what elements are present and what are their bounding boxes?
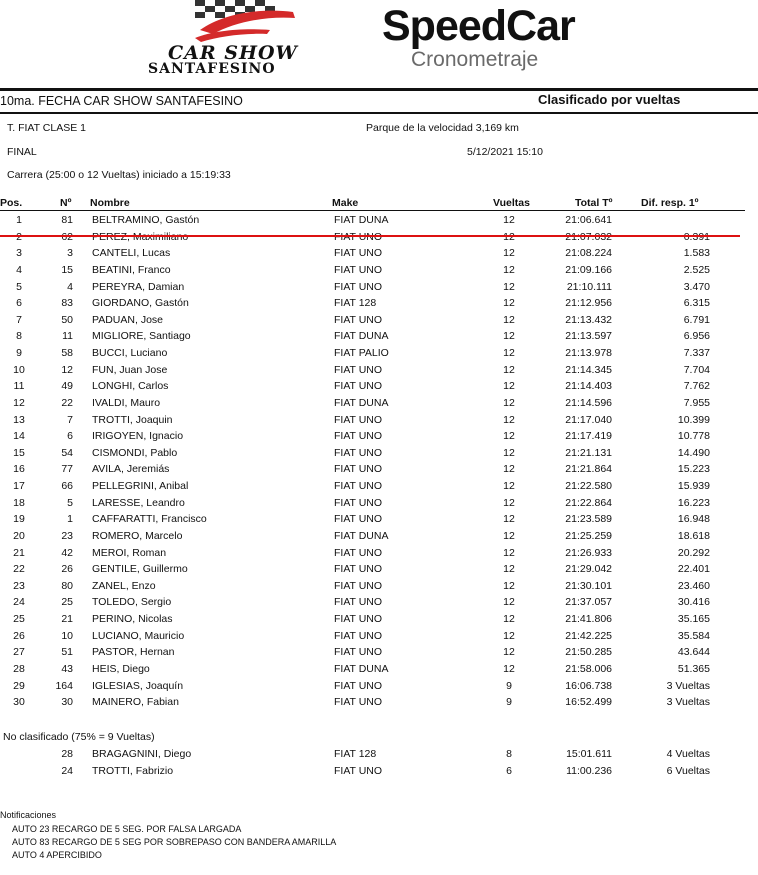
cell-total: 21:21.864 (565, 463, 612, 476)
cell-no: 54 (61, 446, 73, 459)
cell-laps: 12 (503, 579, 515, 592)
cell-make: FIAT UNO (334, 247, 383, 260)
session-datetime: 5/12/2021 15:10 (467, 146, 543, 158)
cell-make: FIAT UNO (334, 764, 383, 777)
table-row (0, 297, 758, 314)
cell-name: BUCCI, Luciano (92, 347, 168, 360)
cell-name: TOLEDO, Sergio (92, 596, 172, 609)
table-header-rule (0, 210, 745, 211)
cell-laps: 8 (506, 748, 512, 760)
table-row (0, 497, 758, 514)
table-row (0, 547, 758, 564)
cell-name: IVALDI, Mauro (92, 396, 161, 409)
cell-laps: 12 (503, 347, 515, 360)
cell-make: FIAT UNO (334, 430, 383, 443)
table-row (0, 397, 758, 414)
cell-no: 12 (61, 363, 73, 376)
cell-make: FIAT UNO (334, 579, 383, 592)
cell-make: FIAT UNO (334, 629, 383, 642)
cell-no: 42 (61, 546, 73, 559)
cell-no: 10 (61, 629, 73, 642)
cell-pos: 16 (13, 463, 25, 476)
cell-diff: 18.618 (677, 529, 710, 542)
cell-make: FIAT UNO (334, 613, 383, 626)
cell-name: CANTELI, Lucas (92, 247, 171, 260)
cell-no: 49 (61, 380, 73, 393)
cell-make: FIAT UNO (334, 446, 383, 459)
cell-pos: 4 (16, 263, 22, 276)
cell-pos: 7 (16, 313, 22, 326)
cell-total: 15:01.611 (566, 748, 612, 760)
cell-diff: 6.315 (683, 297, 710, 310)
logo-text-santafesino: SANTAFESINO (148, 61, 276, 77)
cell-laps: 12 (503, 529, 515, 542)
cell-diff: 43.644 (677, 646, 710, 659)
table-row (0, 281, 758, 298)
cell-name: PERINO, Nicolas (92, 613, 173, 626)
cell-name: IGLESIAS, Joaquín (92, 679, 184, 692)
cell-laps: 12 (503, 330, 515, 343)
cell-diff: 10.399 (677, 413, 710, 426)
table-row (0, 613, 758, 630)
cell-name: CISMONDI, Pablo (92, 446, 178, 459)
col-header-no: Nº (60, 197, 72, 209)
cell-total: 21:58.006 (565, 663, 612, 675)
cell-laps: 9 (506, 696, 512, 709)
cell-name: LUCIANO, Mauricio (92, 629, 185, 642)
cell-laps: 12 (503, 313, 515, 326)
cell-pos: 30 (13, 696, 25, 709)
cell-diff: 16.223 (677, 496, 710, 509)
cell-total: 21:29.042 (565, 563, 612, 576)
cell-name: BRAGAGNINI, Diego (92, 748, 192, 760)
cell-make: FIAT UNO (334, 380, 383, 393)
table-row (0, 347, 758, 364)
logo-text-car-show: CAR SHOW (168, 42, 298, 64)
cell-total: 21:25.259 (565, 529, 612, 542)
cell-total: 21:30.101 (565, 579, 612, 592)
cell-no: 164 (55, 679, 73, 692)
cell-total: 21:37.057 (565, 596, 612, 609)
cell-diff: 35.584 (677, 629, 710, 642)
table-row (0, 414, 758, 431)
table-row (0, 314, 758, 331)
cell-laps: 12 (503, 629, 515, 642)
cell-laps: 9 (506, 679, 512, 692)
cell-make: FIAT 128 (334, 748, 377, 760)
cell-total: 21:14.403 (565, 380, 612, 393)
cell-diff: 51.365 (677, 663, 710, 675)
cell-no: 1 (67, 513, 73, 526)
col-header-pos: Pos. (0, 197, 23, 209)
session-name: FINAL (7, 146, 37, 158)
cell-laps: 12 (503, 363, 515, 376)
cell-diff: 7.337 (683, 347, 710, 360)
cell-total: 21:13.597 (565, 330, 612, 343)
cell-no: 81 (61, 214, 73, 226)
cell-no: 5 (67, 496, 73, 509)
table-row (0, 430, 758, 447)
cell-pos: 15 (13, 446, 25, 459)
cell-diff: 20.292 (677, 546, 710, 559)
cell-total: 21:14.596 (565, 396, 612, 409)
table-row (0, 580, 758, 597)
table-row (0, 530, 758, 547)
cell-no: 25 (61, 596, 73, 609)
top-rule (0, 88, 758, 91)
notifications-title: Notificaciones (0, 810, 57, 820)
table-row (0, 447, 758, 464)
cell-name: PELLEGRINI, Anibal (92, 480, 189, 493)
cell-make: FIAT DUNA (334, 396, 389, 409)
cell-diff: 3.470 (683, 280, 710, 293)
cell-pos: 29 (13, 679, 25, 692)
cell-name: PASTOR, Hernan (92, 646, 175, 659)
cell-diff: 7.955 (683, 396, 710, 409)
cell-no: 23 (61, 529, 73, 542)
cell-no: 77 (61, 463, 73, 476)
cell-diff: 10.778 (677, 430, 710, 443)
cell-make: FIAT UNO (334, 480, 383, 493)
cell-make: FIAT UNO (334, 413, 383, 426)
cell-pos: 11 (13, 380, 25, 393)
col-header-diff: Dif. resp. 1º (641, 197, 699, 209)
cell-laps: 12 (503, 613, 515, 626)
cell-pos: 28 (13, 663, 25, 675)
cell-make: FIAT PALIO (334, 347, 389, 360)
notification-item: AUTO 4 APERCIBIDO (12, 850, 102, 860)
cell-diff: 6.791 (683, 313, 710, 326)
not-classified-label: No clasificado (75% = 9 Vueltas) (3, 731, 155, 743)
cell-name: FUN, Juan Jose (92, 363, 168, 376)
cell-total: 21:13.432 (565, 313, 612, 326)
table-row (0, 264, 758, 281)
cell-diff: 4 Vueltas (666, 748, 710, 760)
cell-pos: 20 (13, 529, 25, 542)
cell-name: IRIGOYEN, Ignacio (92, 430, 184, 443)
cell-pos: 24 (13, 596, 25, 609)
cell-pos: 9 (16, 347, 22, 360)
cell-name: AVILA, Jeremiás (92, 463, 170, 476)
cell-total: 21:13.978 (565, 347, 612, 360)
cell-laps: 12 (503, 596, 515, 609)
cell-name: PEREYRA, Damian (92, 280, 185, 293)
cell-make: FIAT DUNA (334, 214, 389, 226)
cell-pos: 13 (13, 413, 25, 426)
cell-total: 21:22.580 (565, 480, 612, 493)
classification-mode: Clasificado por vueltas (538, 92, 681, 107)
cell-no: 26 (61, 563, 73, 576)
cell-total: 21:08.224 (565, 247, 612, 260)
cell-pos: 25 (13, 613, 25, 626)
car-show-logo (140, 0, 340, 80)
cell-no: 43 (61, 663, 73, 675)
cell-laps: 12 (503, 480, 515, 493)
cell-diff: 14.490 (677, 446, 710, 459)
cell-diff: 16.948 (677, 513, 710, 526)
col-header-total: Total Tº (575, 197, 613, 209)
cell-total: 21:41.806 (565, 613, 612, 626)
cell-laps: 12 (503, 413, 515, 426)
cell-make: FIAT UNO (334, 646, 383, 659)
table-row (0, 765, 758, 782)
cell-pos: 1 (16, 214, 22, 226)
table-row (0, 646, 758, 663)
cell-diff: 6 Vueltas (666, 764, 710, 777)
cell-pos: 12 (13, 396, 25, 409)
cell-total: 21:09.166 (565, 263, 612, 276)
cell-name: BEATINI, Franco (92, 263, 171, 276)
cell-diff: 7.762 (683, 380, 710, 393)
cell-laps: 12 (503, 396, 515, 409)
cell-pos: 26 (13, 629, 25, 642)
cell-total: 16:52.499 (565, 696, 612, 709)
cell-pos: 3 (16, 247, 22, 260)
cell-laps: 12 (503, 646, 515, 659)
cell-pos: 17 (13, 480, 25, 493)
cell-no: 80 (61, 579, 73, 592)
cell-pos: 6 (16, 297, 22, 310)
cell-no: 28 (61, 748, 73, 760)
table-row (0, 663, 758, 680)
cell-laps: 12 (503, 247, 515, 260)
cell-diff: 2.525 (683, 263, 710, 276)
cell-no: 66 (61, 480, 73, 493)
table-row (0, 330, 758, 347)
cell-laps: 12 (503, 663, 515, 675)
cell-make: FIAT UNO (334, 696, 383, 709)
cell-name: BELTRAMINO, Gastón (92, 214, 200, 226)
cell-pos: 21 (13, 546, 25, 559)
cell-diff: 22.401 (677, 563, 710, 576)
cell-name: ZANEL, Enzo (92, 579, 156, 592)
speedcar-logo (378, 0, 608, 80)
notification-item: AUTO 83 RECARGO DE 5 SEG POR SOBREPASO CON BANDERA AMARILLA (12, 837, 337, 847)
cell-no: 30 (61, 696, 73, 709)
table-row (0, 380, 758, 397)
cell-pos: 22 (13, 563, 25, 576)
cell-name: GIORDANO, Gastón (92, 297, 189, 310)
notification-item: AUTO 23 RECARGO DE 5 SEG. POR FALSA LARGADA (12, 824, 242, 834)
cell-make: FIAT DUNA (334, 529, 389, 542)
cell-no: 15 (61, 263, 73, 276)
cell-total: 21:06.641 (565, 214, 612, 226)
cell-make: FIAT UNO (334, 463, 383, 476)
table-row (0, 596, 758, 613)
cell-name: LONGHI, Carlos (92, 380, 169, 393)
cell-make: FIAT UNO (334, 563, 383, 576)
cell-make: FIAT UNO (334, 263, 383, 276)
cell-no: 6 (67, 430, 73, 443)
cell-total: 21:12.956 (565, 297, 612, 310)
cell-laps: 6 (506, 764, 512, 777)
cell-make: FIAT UNO (334, 313, 383, 326)
cell-name: TROTTI, Joaquin (92, 413, 173, 426)
cell-laps: 12 (503, 496, 515, 509)
cell-diff: 1.583 (683, 247, 710, 260)
table-row (0, 630, 758, 647)
cell-pos: 23 (13, 579, 25, 592)
table-row (0, 680, 758, 697)
col-header-laps: Vueltas (493, 197, 530, 209)
race-info: Carrera (25:00 o 12 Vueltas) iniciado a 15:19:33 (7, 169, 231, 181)
category: T. FIAT CLASE 1 (7, 122, 86, 134)
red-strike-line (0, 235, 740, 237)
table-row (0, 696, 758, 713)
cell-total: 21:21.131 (565, 446, 612, 459)
table-row (0, 480, 758, 497)
cell-make: FIAT UNO (334, 496, 383, 509)
cell-no: 24 (61, 764, 73, 777)
cell-name: MAINERO, Fabian (92, 696, 179, 709)
cell-no: 51 (61, 646, 73, 659)
cell-total: 21:23.589 (565, 513, 612, 526)
cell-make: FIAT DUNA (334, 663, 389, 675)
col-header-name: Nombre (90, 197, 130, 209)
col-header-make: Make (332, 197, 359, 209)
speedcar-subtitle: Cronometraje (411, 48, 539, 71)
cell-laps: 12 (503, 380, 515, 393)
speedcar-title: SpeedCar (382, 2, 575, 50)
cell-name: HEIS, Diego (92, 663, 150, 675)
table-row (0, 513, 758, 530)
cell-diff: 3 Vueltas (666, 679, 710, 692)
table-row (0, 247, 758, 264)
cell-total: 21:17.040 (565, 413, 612, 426)
cell-diff: 35.165 (677, 613, 710, 626)
cell-total: 21:26.933 (565, 546, 612, 559)
cell-no: 3 (67, 247, 73, 260)
cell-laps: 12 (503, 263, 515, 276)
cell-diff: 30.416 (677, 596, 710, 609)
cell-pos: 10 (13, 363, 25, 376)
cell-pos: 14 (13, 430, 25, 443)
cell-make: FIAT UNO (334, 280, 383, 293)
cell-no: 58 (61, 347, 73, 360)
cell-laps: 12 (503, 280, 515, 293)
cell-total: 21:50.285 (565, 646, 612, 659)
cell-no: 21 (61, 613, 73, 626)
cell-pos: 8 (16, 330, 22, 343)
cell-no: 22 (61, 396, 73, 409)
cell-diff: 3 Vueltas (666, 696, 710, 709)
cell-name: ROMERO, Marcelo (92, 529, 183, 542)
cell-no: 83 (61, 297, 73, 310)
cell-make: FIAT UNO (334, 679, 383, 692)
cell-laps: 12 (503, 430, 515, 443)
cell-laps: 12 (503, 214, 515, 226)
cell-pos: 5 (16, 280, 22, 293)
cell-pos: 27 (13, 646, 25, 659)
cell-make: FIAT UNO (334, 546, 383, 559)
cell-name: PADUAN, Jose (92, 313, 163, 326)
cell-name: GENTILE, Guillermo (92, 563, 188, 576)
cell-laps: 12 (503, 513, 515, 526)
cell-name: MIGLIORE, Santiago (92, 330, 191, 343)
cell-total: 21:22.864 (565, 496, 612, 509)
cell-laps: 12 (503, 297, 515, 310)
cell-laps: 12 (503, 446, 515, 459)
cell-total: 11:00.236 (566, 764, 612, 777)
circuit: Parque de la velocidad 3,169 km (366, 122, 519, 134)
cell-laps: 12 (503, 463, 515, 476)
cell-pos: 19 (13, 513, 25, 526)
cell-name: TROTTI, Fabrizio (92, 764, 174, 777)
cell-no: 50 (61, 313, 73, 326)
cell-diff: 15.223 (677, 463, 710, 476)
event-title: 10ma. FECHA CAR SHOW SANTAFESINO (0, 94, 243, 108)
cell-total: 21:17.419 (565, 430, 612, 443)
table-row (0, 463, 758, 480)
cell-make: FIAT 128 (334, 297, 377, 310)
table-row (0, 231, 758, 248)
header-rule (0, 112, 758, 114)
cell-laps: 12 (503, 563, 515, 576)
cell-name: CAFFARATTI, Francisco (92, 513, 207, 526)
cell-no: 7 (67, 413, 73, 426)
cell-diff: 23.460 (677, 579, 710, 592)
cell-total: 21:42.225 (565, 629, 612, 642)
cell-total: 21:14.345 (565, 363, 612, 376)
cell-make: FIAT DUNA (334, 330, 389, 343)
cell-make: FIAT UNO (334, 513, 383, 526)
cell-make: FIAT UNO (334, 363, 383, 376)
table-row (0, 214, 758, 231)
cell-no: 4 (67, 280, 73, 293)
cell-diff: 7.704 (683, 363, 710, 376)
table-row (0, 563, 758, 580)
cell-total: 16:06.738 (565, 679, 612, 692)
cell-make: FIAT UNO (334, 596, 383, 609)
cell-pos: 18 (13, 496, 25, 509)
cell-name: LARESSE, Leandro (92, 496, 185, 509)
table-row (0, 364, 758, 381)
cell-diff: 15.939 (677, 480, 710, 493)
cell-name: MEROI, Roman (92, 546, 167, 559)
cell-total: 21:10.111 (566, 280, 612, 293)
table-row (0, 748, 758, 765)
cell-diff: 6.956 (683, 330, 710, 343)
cell-no: 11 (62, 330, 73, 343)
cell-laps: 12 (503, 546, 515, 559)
